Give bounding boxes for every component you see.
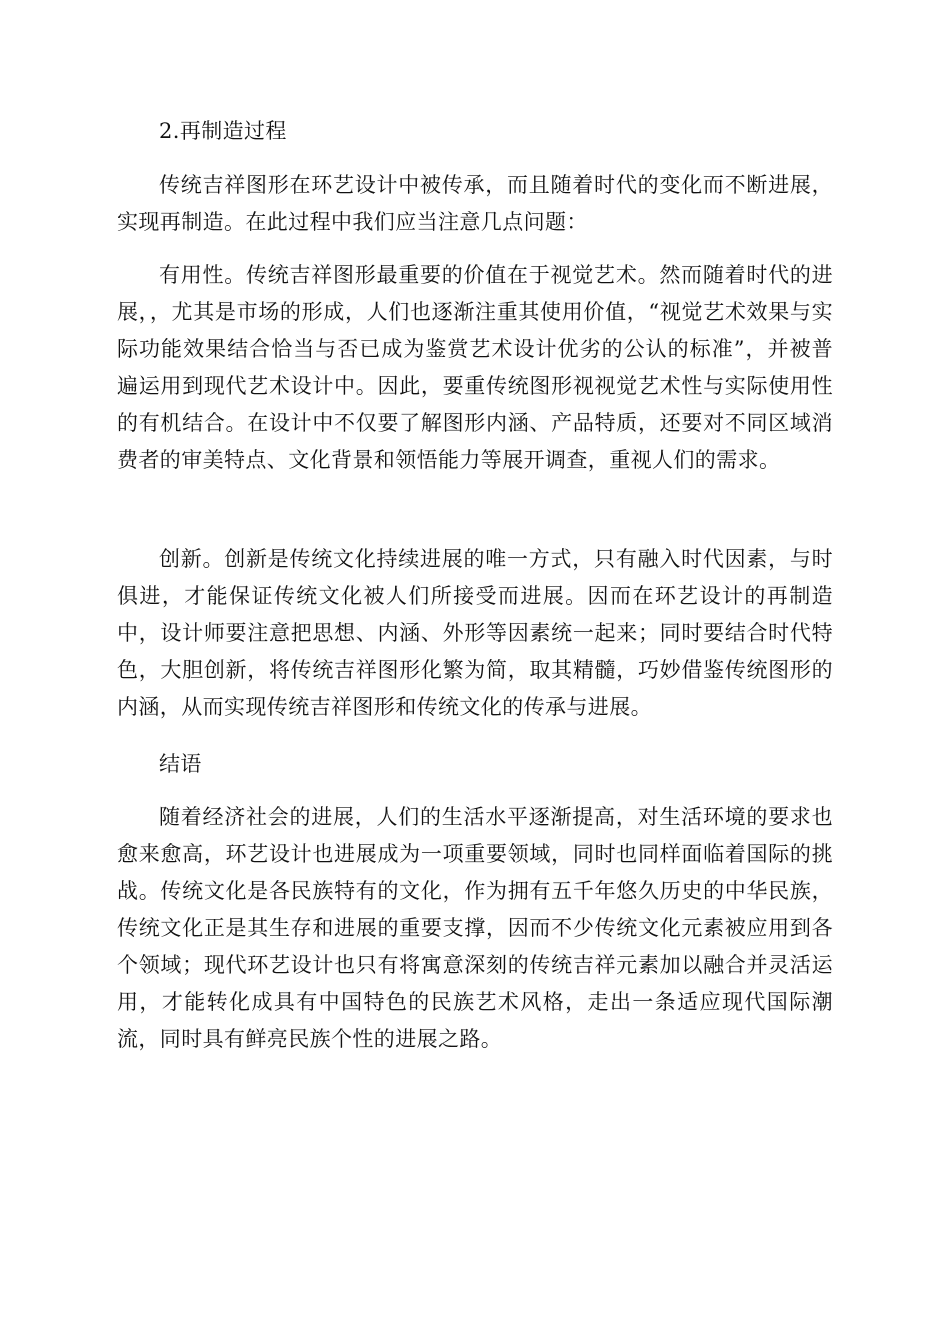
intro-paragraph: 传统吉祥图形在环艺设计中被传承，而且随着时代的变化而不断进展，实现再制造。在此过程中我们应当注意几点问题：	[117, 173, 833, 234]
usefulness-paragraph: 有用性。传统吉祥图形最重要的价值在于视觉艺术。然而随着时代的进展，，尤其是市场的形成，人们也逐渐注重其使用价值，“视觉艺术效果与实际功能效果结合恰当与否已成为鉴赏艺术设计优劣的公认的标准”，并被普遍运用到现代艺术设计中。因此，要重传统图形视视觉艺术性与实际使用性的有机结合。在设计中不仅要了解图形内涵、产品特质，还要对不同区域消费者的审美特点、文化背景和领悟能力等展开调查，重视人们的需求。	[117, 263, 833, 472]
section-heading: 2.再制造过程	[159, 119, 287, 143]
innovation-paragraph: 创新。创新是传统文化持续进展的唯一方式，只有融入时代因素，与时俱进，才能保证传统文化被人们所接受而进展。因而在环艺设计的再制造中，设计师要注意把思想、内涵、外形等因素统一起来；同时要结合时代特色，大胆创新，将传统吉祥图形化繁为简，取其精髓，巧妙借鉴传统图形的内涵，从而实现传统吉祥图形和传统文化的传承与进展。	[117, 547, 833, 719]
conclusion-heading: 结语	[159, 752, 202, 776]
conclusion-paragraph: 随着经济社会的进展，人们的生活水平逐渐提高，对生活环境的要求也愈来愈高，环艺设计也进展成为一项重要领域，同时也同样面临着国际的挑战。传统文化是各民族特有的文化，作为拥有五千年悠久历史的中华民族，传统文化正是其生存和进展的重要支撑，因而不少传统文化元素被应用到各个领域；现代环艺设计也只有将寓意深刻的传统吉祥元素加以融合并灵活运用，才能转化成具有中国特色的民族艺术风格，走出一条适应现代国际潮流，同时具有鲜亮民族个性的进展之路。	[117, 805, 833, 1051]
